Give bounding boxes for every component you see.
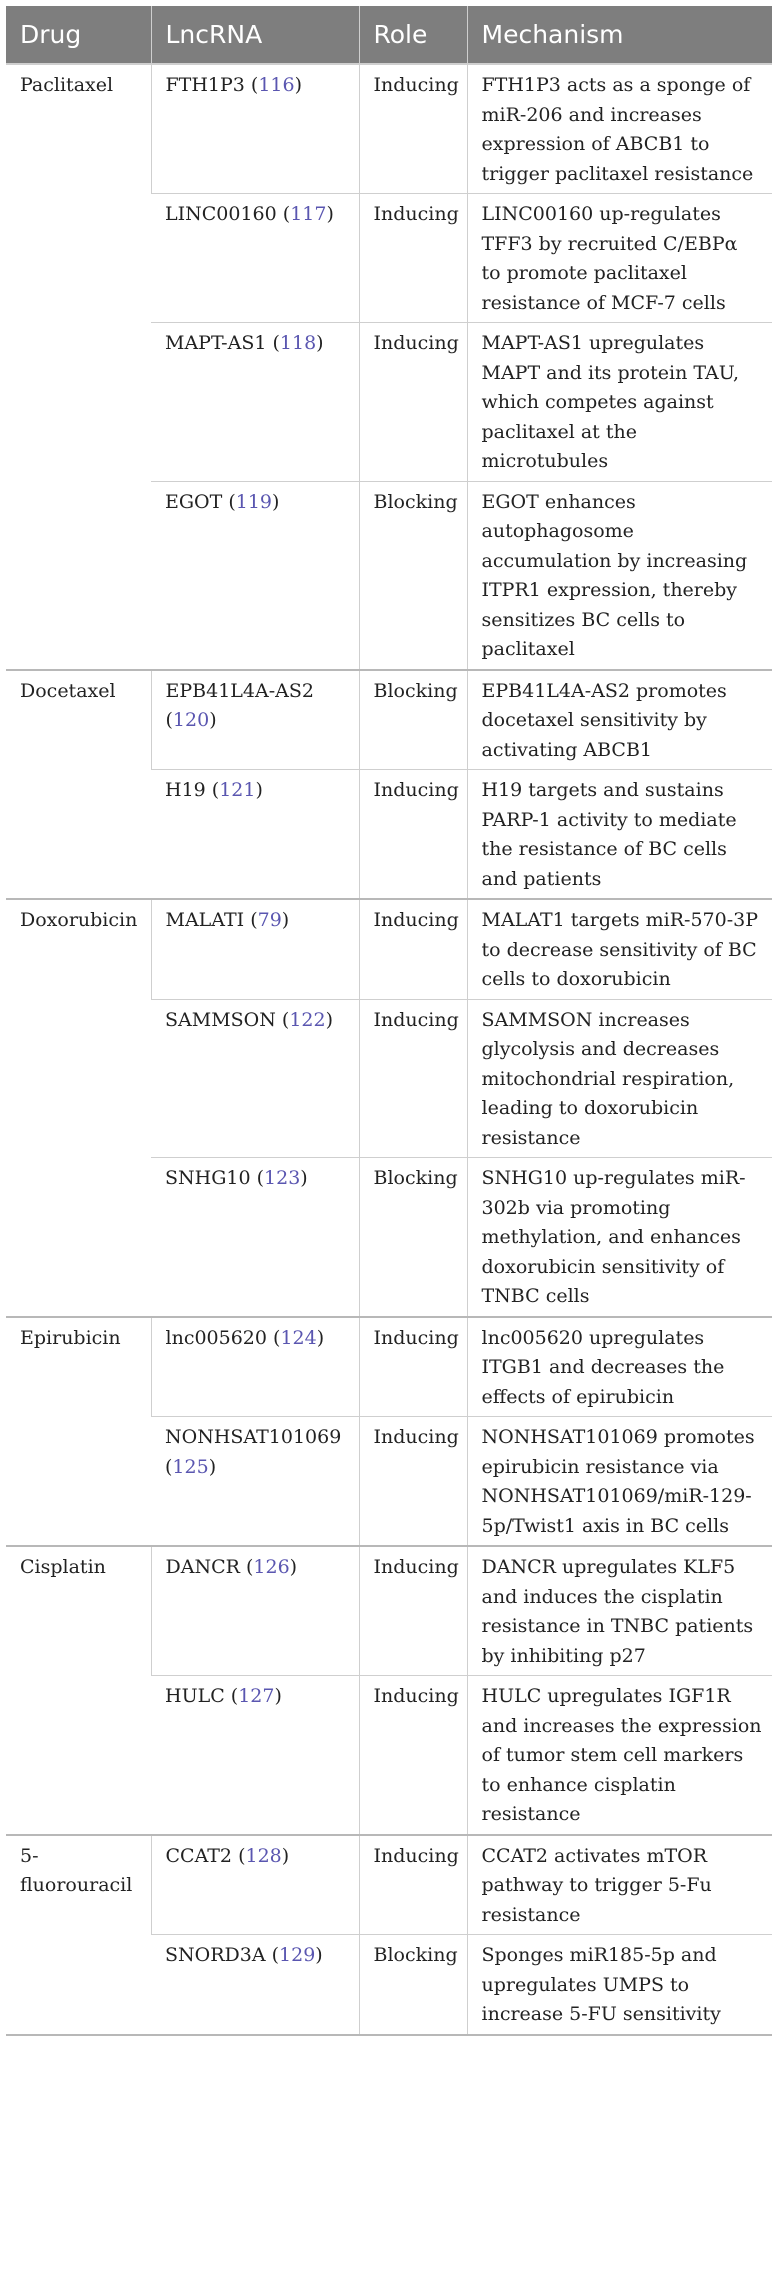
role-cell: Inducing: [359, 1417, 467, 1547]
mechanism-cell: FTH1P3 acts as a sponge of miR-206 and increases expression of ABCB1 to trigger paclitaxel resistance: [467, 64, 772, 194]
table-row: [6, 670, 772, 770]
lncrna-name: FTH1P3: [165, 74, 245, 96]
drug-cell: 5-fluorouracil: [6, 1835, 151, 2035]
role-cell: Blocking: [359, 1935, 467, 2035]
lncrna-cell: MALATI (79): [151, 899, 359, 999]
lncrna-name: H19: [165, 779, 206, 801]
lncrna-name: EGOT: [165, 490, 223, 513]
mechanism-cell: NONHSAT101069 promotes epirubicin resistance via NONHSAT101069/miR-129-5p/Twist1 axis in BC cells: [467, 1417, 772, 1547]
lncrna-cell: NONHSAT101069 (125): [151, 1417, 359, 1547]
lncrna-name: EPB41L4A-AS2: [165, 679, 314, 702]
reference-link[interactable]: 126: [253, 1556, 290, 1578]
lncrna-name: MAPT-AS1: [165, 332, 267, 354]
table-row: [6, 1317, 772, 1417]
lncrna-cell: DANCR (126): [151, 1546, 359, 1676]
role-cell: Blocking: [359, 670, 467, 770]
mechanism-cell: EGOT enhances autophagosome accumulation by increasing ITPR1 expression, thereby sensitizes BC cells to paclitaxel: [467, 481, 772, 670]
reference-link[interactable]: 129: [279, 1944, 316, 1966]
reference-link[interactable]: 119: [235, 490, 273, 513]
drug-cell: Cisplatin: [6, 1546, 151, 1835]
role-cell: Inducing: [359, 899, 467, 999]
header-drug: Drug: [6, 6, 151, 64]
reference-link[interactable]: 116: [258, 74, 295, 96]
reference-link[interactable]: 128: [245, 1844, 282, 1867]
lncrna-name: SAMMSON: [165, 1008, 276, 1031]
lncrna-name: LINC00160: [165, 203, 277, 225]
lncrna-cell: EPB41L4A-AS2 (120): [151, 670, 359, 770]
reference-link[interactable]: 125: [172, 1455, 209, 1478]
table-row: [6, 64, 772, 194]
lncrna-cell: EGOT (119): [151, 481, 359, 670]
role-cell: Blocking: [359, 1158, 467, 1317]
mechanism-cell: EPB41L4A-AS2 promotes docetaxel sensitivity by activating ABCB1: [467, 670, 772, 770]
lncrna-name: HULC: [165, 1685, 225, 1707]
mechanism-cell: MALAT1 targets miR-570-3P to decrease sensitivity of BC cells to doxorubicin: [467, 899, 772, 999]
reference-link[interactable]: 121: [219, 779, 256, 801]
lncrna-name: NONHSAT101069: [165, 1426, 342, 1448]
mechanism-cell: HULC upregulates IGF1R and increases the expression of tumor stem cell markers to enhance cisplatin resistance: [467, 1676, 772, 1835]
mechanism-cell: LINC00160 up-regulates TFF3 by recruited C/EBPα to promote paclitaxel resistance of MCF-7 cells: [467, 194, 772, 323]
reference-link[interactable]: 124: [280, 1326, 317, 1349]
mechanism-cell: Sponges miR185-5p and upregulates UMPS to increase 5-FU sensitivity: [467, 1935, 772, 2035]
mechanism-cell: SAMMSON increases glycolysis and decreases mitochondrial respiration, leading to doxorubicin resistance: [467, 999, 772, 1158]
role-cell: Inducing: [359, 1317, 467, 1417]
role-cell: Blocking: [359, 481, 467, 670]
drug-cell: Epirubicin: [6, 1317, 151, 1547]
reference-link[interactable]: 127: [238, 1685, 275, 1707]
reference-link[interactable]: 122: [289, 1008, 326, 1031]
header-row: [6, 6, 772, 64]
lncrna-cell: SNORD3A (129): [151, 1935, 359, 2035]
lncrna-cell: SAMMSON (122): [151, 999, 359, 1158]
header-role: Role: [359, 6, 467, 64]
header-lncrna: LncRNA: [151, 6, 359, 64]
lncrna-cell: LINC00160 (117): [151, 194, 359, 323]
table-row: [6, 1546, 772, 1676]
lncrna-name: MALATI: [165, 909, 245, 931]
role-cell: Inducing: [359, 1835, 467, 1935]
lncrna-name: lnc005620: [165, 1326, 267, 1349]
drug-cell: Docetaxel: [6, 670, 151, 900]
lncrna-cell: MAPT-AS1 (118): [151, 323, 359, 482]
drug-cell: Doxorubicin: [6, 899, 151, 1317]
lncrna-cell: HULC (127): [151, 1676, 359, 1835]
table-row: [6, 1835, 772, 1935]
mechanism-cell: lnc005620 upregulates ITGB1 and decreases the effects of epirubicin: [467, 1317, 772, 1417]
role-cell: Inducing: [359, 323, 467, 482]
mechanism-cell: DANCR upregulates KLF5 and induces the cisplatin resistance in TNBC patients by inhibiting p27: [467, 1546, 772, 1676]
reference-link[interactable]: 123: [264, 1167, 301, 1189]
reference-link[interactable]: 120: [172, 709, 210, 731]
reference-link[interactable]: 79: [257, 909, 282, 931]
lncrna-name: SNORD3A: [165, 1944, 266, 1966]
drug-cell: Paclitaxel: [6, 64, 151, 670]
mechanism-cell: CCAT2 activates mTOR pathway to trigger 5-Fu resistance: [467, 1835, 772, 1935]
lncrna-name: CCAT2: [165, 1844, 233, 1867]
reference-link[interactable]: 117: [290, 203, 327, 225]
role-cell: Inducing: [359, 1676, 467, 1835]
reference-link[interactable]: 118: [279, 332, 317, 354]
table-row: [6, 899, 772, 999]
lncrna-cell: lnc005620 (124): [151, 1317, 359, 1417]
mechanism-cell: SNHG10 up-regulates miR-302b via promoting methylation, and enhances doxorubicin sensitivity of TNBC cells: [467, 1158, 772, 1317]
role-cell: Inducing: [359, 194, 467, 323]
mechanism-cell: MAPT-AS1 upregulates MAPT and its protein TAU, which competes against paclitaxel at the microtubules: [467, 323, 772, 482]
mechanism-cell: H19 targets and sustains PARP-1 activity to mediate the resistance of BC cells and patients: [467, 770, 772, 900]
lncrna-name: DANCR: [165, 1556, 240, 1578]
lncrna-drug-resistance-table: [6, 6, 772, 2036]
role-cell: Inducing: [359, 999, 467, 1158]
role-cell: Inducing: [359, 1546, 467, 1676]
lncrna-cell: H19 (121): [151, 770, 359, 900]
lncrna-cell: SNHG10 (123): [151, 1158, 359, 1317]
lncrna-cell: FTH1P3 (116): [151, 64, 359, 194]
header-mechanism: Mechanism: [467, 6, 772, 64]
lncrna-cell: CCAT2 (128): [151, 1835, 359, 1935]
role-cell: Inducing: [359, 770, 467, 900]
lncrna-name: SNHG10: [165, 1167, 251, 1189]
role-cell: Inducing: [359, 64, 467, 194]
